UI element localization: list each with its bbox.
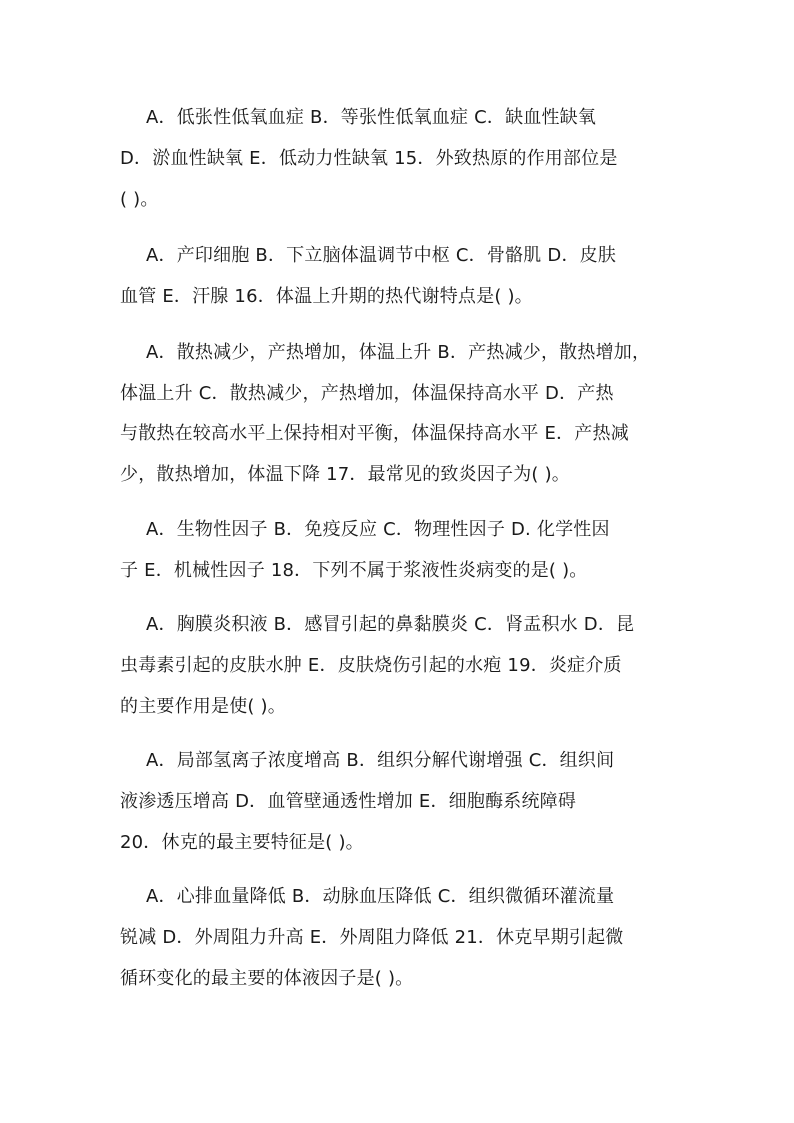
text-line: 子 E．机械性因子 18．下列不属于浆液性炎病变的是( )。 bbox=[120, 560, 588, 581]
text-line: A．胸膜炎积液 B．感冒引起的鼻黏膜炎 C．肾盂积水 D．昆 bbox=[146, 614, 635, 635]
text-line: A．低张性低氧血症 B．等张性低氧血症 C．缺血性缺氧 bbox=[146, 107, 597, 128]
text-line: 少，散热增加，体温下降 17．最常见的致炎因子为( )。 bbox=[120, 464, 570, 485]
text-line: 液渗透压增高 D．血管壁通透性增加 E．细胞酶系统障碍 bbox=[120, 791, 577, 812]
text-line: A．局部氢离子浓度增高 B．组织分解代谢增强 C．组织间 bbox=[146, 750, 615, 771]
text-line: 体温上升 C．散热减少，产热增加，体温保持高水平 D．产热 bbox=[120, 383, 614, 404]
text-line: 循环变化的最主要的体液因子是( )。 bbox=[120, 968, 414, 989]
text-line: A．散热减少，产热增加，体温上升 B．产热减少，散热增加， bbox=[146, 342, 651, 363]
text-line: D．淤血性缺氧 E．低动力性缺氧 15．外致热原的作用部位是 bbox=[120, 148, 618, 169]
text-line: 锐减 D．外周阻力升高 E．外周阻力降低 21．休克早期引起微 bbox=[120, 927, 624, 948]
text-line: A．产印细胞 B．下立脑体温调节中枢 C．骨骼肌 D．皮肤 bbox=[146, 245, 617, 266]
text-line: 20．休克的最主要特征是( )。 bbox=[120, 832, 364, 853]
text-line: 的主要作用是使( )。 bbox=[120, 696, 286, 717]
text-line: 虫毒素引起的皮肤水肿 E．皮肤烧伤引起的水疱 19．炎症介质 bbox=[120, 655, 622, 676]
text-line: A．生物性因子 B．免疫反应 C．物理性因子 D. 化学性因 bbox=[146, 519, 610, 540]
text-line: 与散热在较高水平上保持相对平衡，体温保持高水平 E．产热减 bbox=[120, 423, 629, 444]
text-line: 血管 E．汗腺 16．体温上升期的热代谢特点是( )。 bbox=[120, 286, 533, 307]
text-line: ( )。 bbox=[120, 189, 159, 210]
text-line: A．心排血量降低 B．动脉血压降低 C．组织微循环灌流量 bbox=[146, 886, 615, 907]
